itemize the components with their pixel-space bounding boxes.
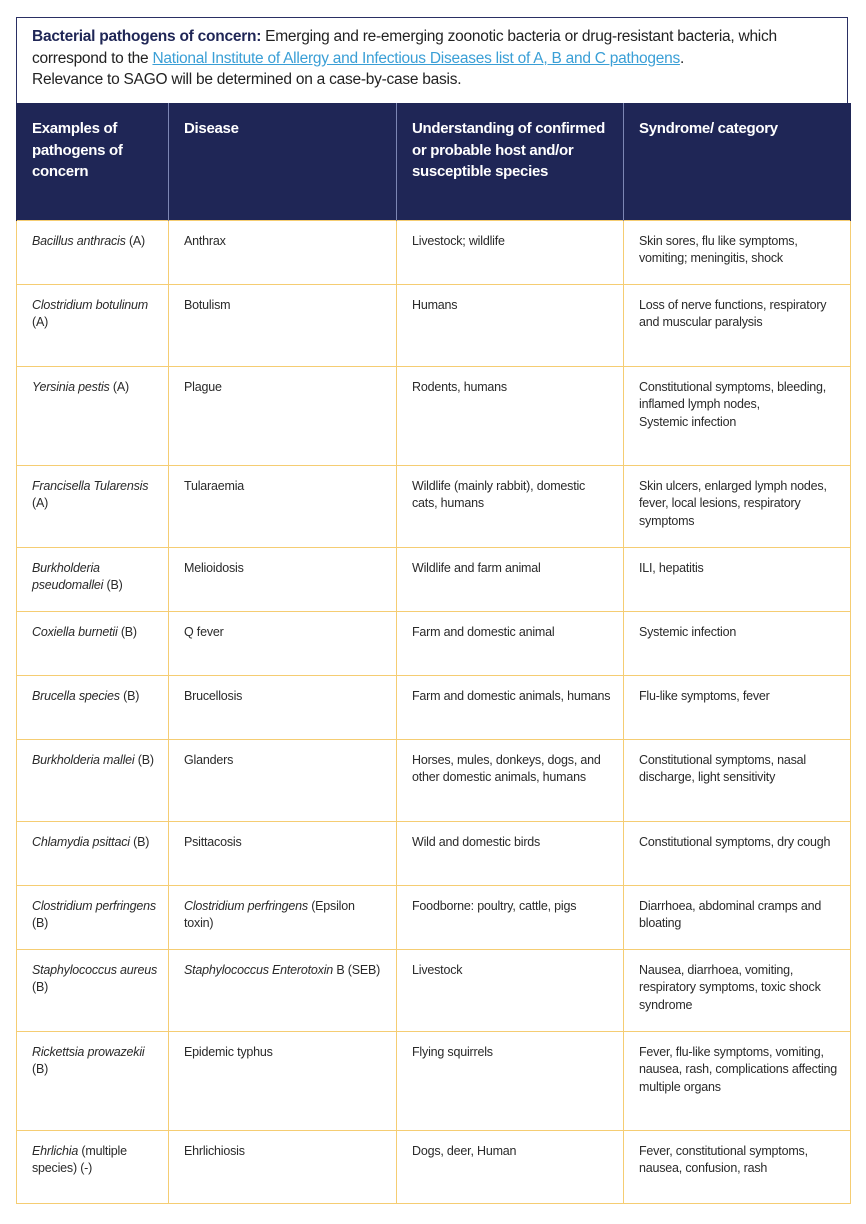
disease-name: (Epsilon toxin) [184,899,355,931]
cell-pathogen [17,367,169,466]
cell-disease [169,950,397,1032]
cell-syndrome: Flu-like symptoms, fever [624,676,851,740]
pathogen-category: (A) [125,234,146,248]
disease-agent-name: Clostridium perfringens [184,899,308,913]
cell-syndrome: Systemic infection [624,612,851,676]
disease-name: Plague [184,380,222,394]
cell-pathogen [17,285,169,367]
intro-text-end: . [679,49,685,67]
pathogen-category: (A) [32,496,49,511]
pathogen-name: Clostridium perfringens [32,899,156,913]
niaid-pathogen-list-link[interactable]: National Institute of Allergy and Infectious Diseases list of A, B and C pathogens [152,49,680,67]
pathogen-name: Burkholderia mallei [32,753,135,767]
cell-syndrome: Diarrhoea, abdominal cramps and bloating [624,886,851,950]
cell-disease [169,822,397,886]
pathogen-name: Chlamydia psittaci [32,835,130,849]
cell-host-species: Wild and domestic birds [397,822,624,886]
disease-name: B (SEB) [333,963,381,977]
pathogen-name: Burkholderia pseudomallei [32,561,104,593]
cell-pathogen [17,950,169,1032]
pathogen-category: (B) [32,980,49,995]
table-row [17,676,851,740]
table-row [17,548,851,612]
pathogen-name: Brucella species [32,689,120,703]
cell-pathogen [17,466,169,548]
table-row [17,1032,851,1131]
disease-name: Botulism [184,298,231,312]
table-row [17,740,851,822]
disease-name: Ehrlichiosis [184,1144,245,1158]
pathogen-category: (B) [134,753,154,767]
cell-disease [169,285,397,367]
cell-host-species: Foodborne: poultry, cattle, pigs [397,886,624,950]
cell-pathogen [17,740,169,822]
cell-host-species: Dogs, deer, Human [397,1131,624,1204]
cell-pathogen [17,886,169,950]
cell-host-species: Farm and domestic animals, humans [397,676,624,740]
cell-disease [169,886,397,950]
header-disease: Disease [169,103,397,221]
pathogen-category: (B) [117,625,137,639]
pathogen-name: Francisella Tularensis [32,479,149,493]
table-row [17,466,851,548]
table-row [17,950,851,1032]
pathogen-name: Clostridium botulinum [32,298,148,312]
cell-syndrome: Skin sores, flu like symptoms, vomiting; meningitis, shock [624,221,851,285]
disease-name: Glanders [184,753,234,767]
table-row [17,886,851,950]
cell-pathogen [17,221,169,285]
cell-syndrome: Constitutional symptoms, bleeding, inflamed lymph nodes, Systemic infection [624,367,851,466]
cell-disease [169,1131,397,1204]
cell-syndrome: Constitutional symptoms, dry cough [624,822,851,886]
cell-disease [169,676,397,740]
cell-host-species: Humans [397,285,624,367]
table-row [17,221,851,285]
cell-disease [169,548,397,612]
cell-disease [169,221,397,285]
disease-name: Epidemic typhus [184,1045,273,1059]
pathogen-name: Staphylococcus aureus [32,963,158,977]
cell-disease [169,740,397,822]
pathogen-category: (multiple species) (-) [32,1144,127,1176]
table-row [17,367,851,466]
pathogen-category: (B) [32,916,49,931]
cell-syndrome: Skin ulcers, enlarged lymph nodes, fever, local lesions, respiratory symptoms [624,466,851,548]
cell-pathogen [17,1032,169,1131]
cell-syndrome: Fever, flu-like symptoms, vomiting, nausea, rash, complications affecting multiple organs [624,1032,851,1131]
table-row [17,612,851,676]
pathogen-name: Coxiella burnetii [32,625,118,639]
cell-host-species: Rodents, humans [397,367,624,466]
pathogen-table [16,103,851,1204]
cell-host-species: Horses, mules, donkeys, dogs, and other domestic animals, humans [397,740,624,822]
pathogen-name: Ehrlichia [32,1144,79,1158]
cell-syndrome: Loss of nerve functions, respiratory and muscular paralysis [624,285,851,367]
cell-syndrome: Constitutional symptoms, nasal discharge, light sensitivity [624,740,851,822]
cell-pathogen [17,1131,169,1204]
table-row [17,822,851,886]
intro-box [16,17,848,103]
cell-disease [169,612,397,676]
table-row [17,285,851,367]
cell-disease [169,466,397,548]
cell-disease [169,367,397,466]
disease-name: Psittacosis [184,835,242,849]
pathogen-category: (B) [129,835,150,849]
disease-name: Q fever [184,625,224,639]
table-row [17,1131,851,1204]
cell-host-species: Wildlife and farm animal [397,548,624,612]
pathogen-category: (B) [103,578,123,593]
disease-name: Brucellosis [184,689,243,703]
cell-host-species: Flying squirrels [397,1032,624,1131]
header-pathogens: Examples of pathogens of concern [17,103,169,221]
cell-pathogen [17,548,169,612]
header-host-species: Understanding of confirmed or probable host and/or susceptible species [397,103,624,221]
cell-host-species: Farm and domestic animal [397,612,624,676]
disease-name: Anthrax [184,234,226,248]
cell-pathogen [17,676,169,740]
cell-syndrome: Fever, constitutional symptoms, nausea, confusion, rash [624,1131,851,1204]
intro-text: Emerging and re-emerging zoonotic bacteria or drug-resistant bacteria, which correspond to the [32,28,777,67]
pathogen-category: (B) [119,689,140,703]
cell-host-species: Wildlife (mainly rabbit), domestic cats, humans [397,466,624,548]
cell-disease [169,1032,397,1131]
table-body [17,221,851,1204]
pathogen-category: (A) [109,380,129,394]
intro-heading: Bacterial pathogens of concern: [32,28,262,45]
header-syndrome: Syndrome/ category [624,103,851,221]
disease-name: Melioidosis [184,561,244,575]
cell-host-species: Livestock [397,950,624,1032]
intro-relevance-note: Relevance to SAGO will be determined on a case-by-case basis. [32,71,462,88]
cell-syndrome: Nausea, diarrhoea, vomiting, respiratory symptoms, toxic shock syndrome [624,950,851,1032]
disease-name: Tularaemia [184,479,245,493]
pathogen-name: Yersinia pestis [32,380,110,394]
pathogen-name: Rickettsia prowazekii [32,1045,145,1059]
pathogen-name: Bacillus anthracis [32,234,126,248]
pathogen-category: (A) [32,315,49,330]
pathogen-category: (B) [32,1062,49,1077]
cell-pathogen [17,822,169,886]
cell-host-species: Livestock; wildlife [397,221,624,285]
disease-agent-name: Staphylococcus Enterotoxin [184,963,334,977]
table-header-row [17,103,851,221]
cell-pathogen [17,612,169,676]
cell-syndrome: ILI, hepatitis [624,548,851,612]
